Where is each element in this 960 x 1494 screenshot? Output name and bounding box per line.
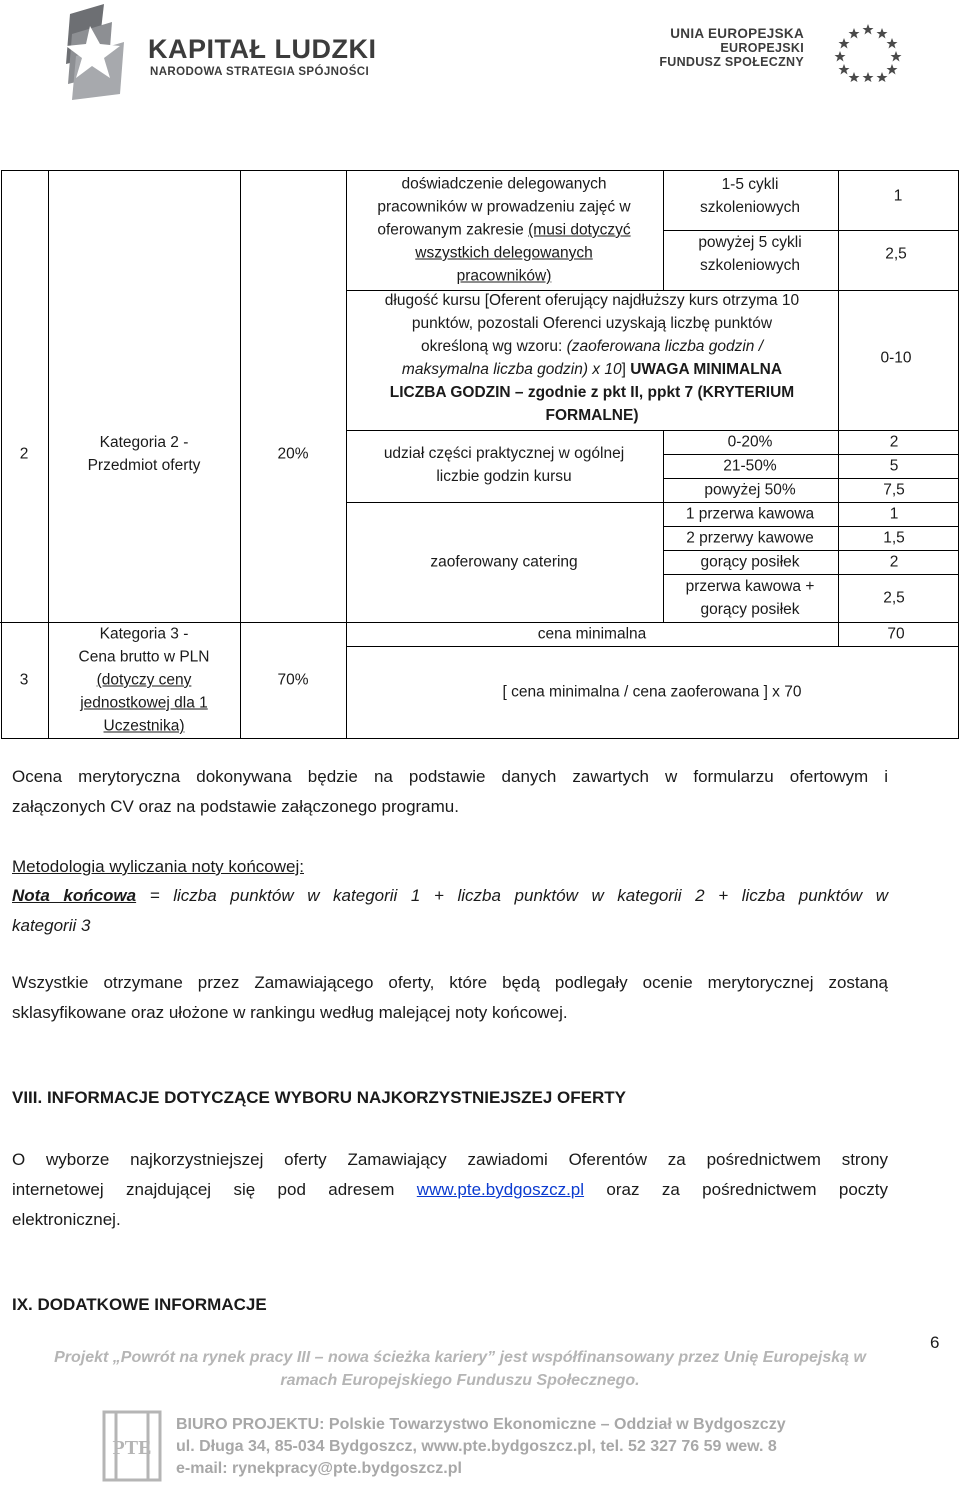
experience-option-2-line-1: powyżej 5 cykli: [698, 234, 802, 251]
experience-line-4-underlined: wszystkich delegowanych: [415, 244, 593, 262]
evaluation-paragraph: [12, 762, 888, 822]
row-2-number: 2: [19, 445, 29, 463]
catering-option-1-points: 1: [889, 505, 899, 523]
row-2-category-line-1: Kategoria 2 -: [99, 434, 189, 451]
row-3-number: 3: [19, 671, 29, 689]
course-length-line-6: FORMALNE): [545, 407, 639, 424]
notification-paragraph-line-3: elektronicznej.: [12, 1210, 121, 1229]
footer-address-line-1: BIURO PROJEKTU: Polskie Towarzystwo Ekonomiczne – Oddział w Bydgoszczy: [176, 1416, 786, 1433]
ranking-paragraph-line-2: sklasyfikowane oraz ułożone w rankingu według malejącej noty końcowej.: [12, 1003, 568, 1022]
footer-address: [176, 1414, 786, 1480]
row-3-category-line-1: Kategoria 3 -: [99, 625, 189, 643]
footer-note-line-1: Projekt „Powrót na rynek pracy III – nowa ścieżka kariery” jest współfinansowany przez Unię Europejską w: [54, 1349, 866, 1366]
kapital-ludzki-subtitle: NARODOWA STRATEGIA SPÓJNOŚCI: [150, 66, 370, 78]
methodology-title: [12, 852, 888, 882]
ranking-paragraph: [12, 968, 888, 1028]
practical-share-line-1: udział części praktycznej w ogólnej: [383, 445, 625, 462]
experience-criterion: [349, 173, 659, 288]
min-price-label: cena minimalna: [537, 625, 647, 643]
final-score-label: Nota końcowa: [12, 886, 137, 905]
course-length-line-3a: określoną wg wzoru:: [420, 338, 563, 355]
experience-line-5-underlined: pracowników): [456, 267, 552, 285]
catering-option-1: 1 przerwa kawowa: [685, 505, 815, 523]
footer-note-line-2: ramach Europejskiego Funduszu Społecznego.: [280, 1372, 640, 1389]
practical-option-1-points: 2: [889, 433, 899, 451]
row-2-weight: 20%: [277, 445, 309, 463]
experience-option-2-line-2: szkoleniowych: [700, 257, 800, 274]
final-score-formula-line-2: kategorii 3: [12, 916, 91, 935]
row-2-category-line-2: Przedmiot oferty: [87, 457, 201, 474]
notification-paragraph: [12, 1145, 888, 1235]
pte-logo-icon: [100, 1408, 164, 1484]
course-length-line-1: długość kursu [Oferent oferujący najdłuższy kurs otrzyma 10: [384, 292, 800, 309]
evaluation-paragraph-line-2: załączonych CV oraz na podstawie załączonego programu.: [12, 797, 459, 816]
practical-option-2-points: 5: [889, 457, 899, 475]
catering-option-2-points: 1,5: [883, 529, 905, 547]
practical-option-1: 0-20%: [727, 433, 773, 451]
methodology-title-text: Metodologia wyliczania noty końcowej:: [12, 857, 304, 876]
course-length-criterion: [352, 289, 832, 427]
course-length-line-5: LICZBA GODZIN – zgodnie z pkt II, ppkt 7 (KRYTERIUM: [389, 384, 795, 401]
experience-option-1-line-1: 1-5 cykli: [721, 176, 779, 193]
notification-line-2-end: oraz za pośrednictwem poczty: [606, 1180, 888, 1199]
catering-option-4: [665, 575, 835, 621]
footer-address-line-2: ul. Długa 34, 85-034 Bydgoszcz, www.pte.bydgoszcz.pl, tel. 52 327 76 59 wew. 8: [176, 1438, 777, 1455]
experience-option-1-points: 1: [893, 187, 903, 205]
experience-option-1-line-2: szkoleniowych: [700, 199, 800, 216]
min-price-points: 70: [887, 625, 905, 643]
catering-option-3-points: 2: [889, 553, 899, 571]
row-3-category-line-4: jednostkowej dla 1: [80, 694, 208, 712]
row-3-weight: 70%: [277, 671, 309, 689]
experience-option-2: [665, 231, 835, 277]
experience-line-1: doświadczenie delegowanych: [401, 175, 607, 193]
row-3-category-line-5: Uczestnika): [103, 717, 185, 735]
catering-option-4-line-2: gorący posiłek: [700, 601, 800, 618]
row-3-category-line-3: (dotyczy ceny: [96, 671, 192, 689]
practical-share-criterion: [349, 442, 659, 488]
course-length-points: 0-10: [880, 349, 912, 367]
ranking-paragraph-line-1: Wszystkie otrzymane przez Zamawiającego oferty, które będą podlegały ocenie merytorycznej zostaną: [12, 973, 888, 992]
pte-logo-text: PTE: [112, 1437, 152, 1459]
footer-cofinancing-note: [40, 1346, 880, 1392]
row-3-category: [49, 623, 239, 738]
practical-option-3-points: 7,5: [883, 481, 905, 499]
practical-option-2: 21-50%: [723, 457, 777, 475]
notification-paragraph-line-2: [12, 1175, 888, 1205]
course-length-line-3b: (zaoferowana liczba godzin /: [566, 338, 764, 355]
course-length-line-2: punktów, pozostali Oferenci uzyskają liczbę punktów: [411, 315, 773, 332]
footer-address-line-3: e-mail: rynekpracy@pte.bydgoszcz.pl: [176, 1460, 462, 1477]
pte-website-link[interactable]: www.pte.bydgoszcz.pl: [416, 1180, 585, 1199]
practical-option-3: powyżej 50%: [704, 481, 796, 499]
row-3-category-line-2: Cena brutto w PLN: [78, 648, 210, 666]
kapital-ludzki-title: KAPITAŁ LUDZKI: [148, 34, 377, 64]
experience-option-1: [665, 173, 835, 219]
final-score-formula-line-1: [12, 881, 888, 911]
course-length-line-4a: maksymalna liczba godzin) x 10: [401, 361, 622, 378]
row-2-category: [49, 431, 239, 477]
evaluation-paragraph-line-1: Ocena merytoryczna dokonywana będzie na podstawie danych zawartych w formularzu ofertowym i: [12, 767, 888, 786]
experience-option-2-points: 2,5: [885, 245, 907, 263]
catering-option-4-points: 2,5: [883, 589, 905, 607]
section-viii-heading: VIII. INFORMACJE DOTYCZĄCE WYBORU NAJKORZYSTNIEJSZEJ OFERTY: [12, 1088, 626, 1107]
experience-line-3-underlined: (musi dotyczyć: [528, 221, 631, 239]
price-formula: [ cena minimalna / cena zaoferowana ] x 70: [502, 683, 802, 701]
eu-line-3: FUNDUSZ SPOŁECZNY: [659, 55, 804, 69]
experience-line-2: pracowników w prowadzeniu zajęć w: [377, 198, 631, 216]
final-score-formula: [12, 881, 888, 941]
course-length-line-4b: ]: [621, 361, 626, 378]
catering-option-3: gorący posiłek: [700, 553, 800, 571]
catering-criterion: zaoferowany catering: [430, 553, 578, 571]
notification-line-2-start: internetowej znajdującej się pod adresem: [12, 1180, 395, 1199]
eu-line-2: EUROPEJSKI: [720, 41, 804, 55]
notification-paragraph-line-1: O wyborze najkorzystniejszej oferty Zamawiający zawiadomi Oferentów za pośrednictwem strony: [12, 1150, 888, 1169]
course-length-line-4c: UWAGA MINIMALNA: [630, 361, 783, 378]
catering-option-2: 2 przerwy kawowe: [686, 529, 814, 547]
page-number: 6: [930, 1333, 940, 1352]
eu-line-1: UNIA EUROPEJSKA: [670, 26, 804, 41]
experience-line-3: oferowanym zakresie: [377, 221, 524, 239]
final-score-expression: = liczba punktów w kategorii 1 + liczba punktów w kategorii 2 + liczba punktów w: [149, 886, 888, 905]
section-ix-heading: IX. DODATKOWE INFORMACJE: [12, 1295, 267, 1314]
catering-option-4-line-1: przerwa kawowa +: [685, 578, 815, 595]
practical-share-line-2: liczbie godzin kursu: [436, 468, 572, 485]
